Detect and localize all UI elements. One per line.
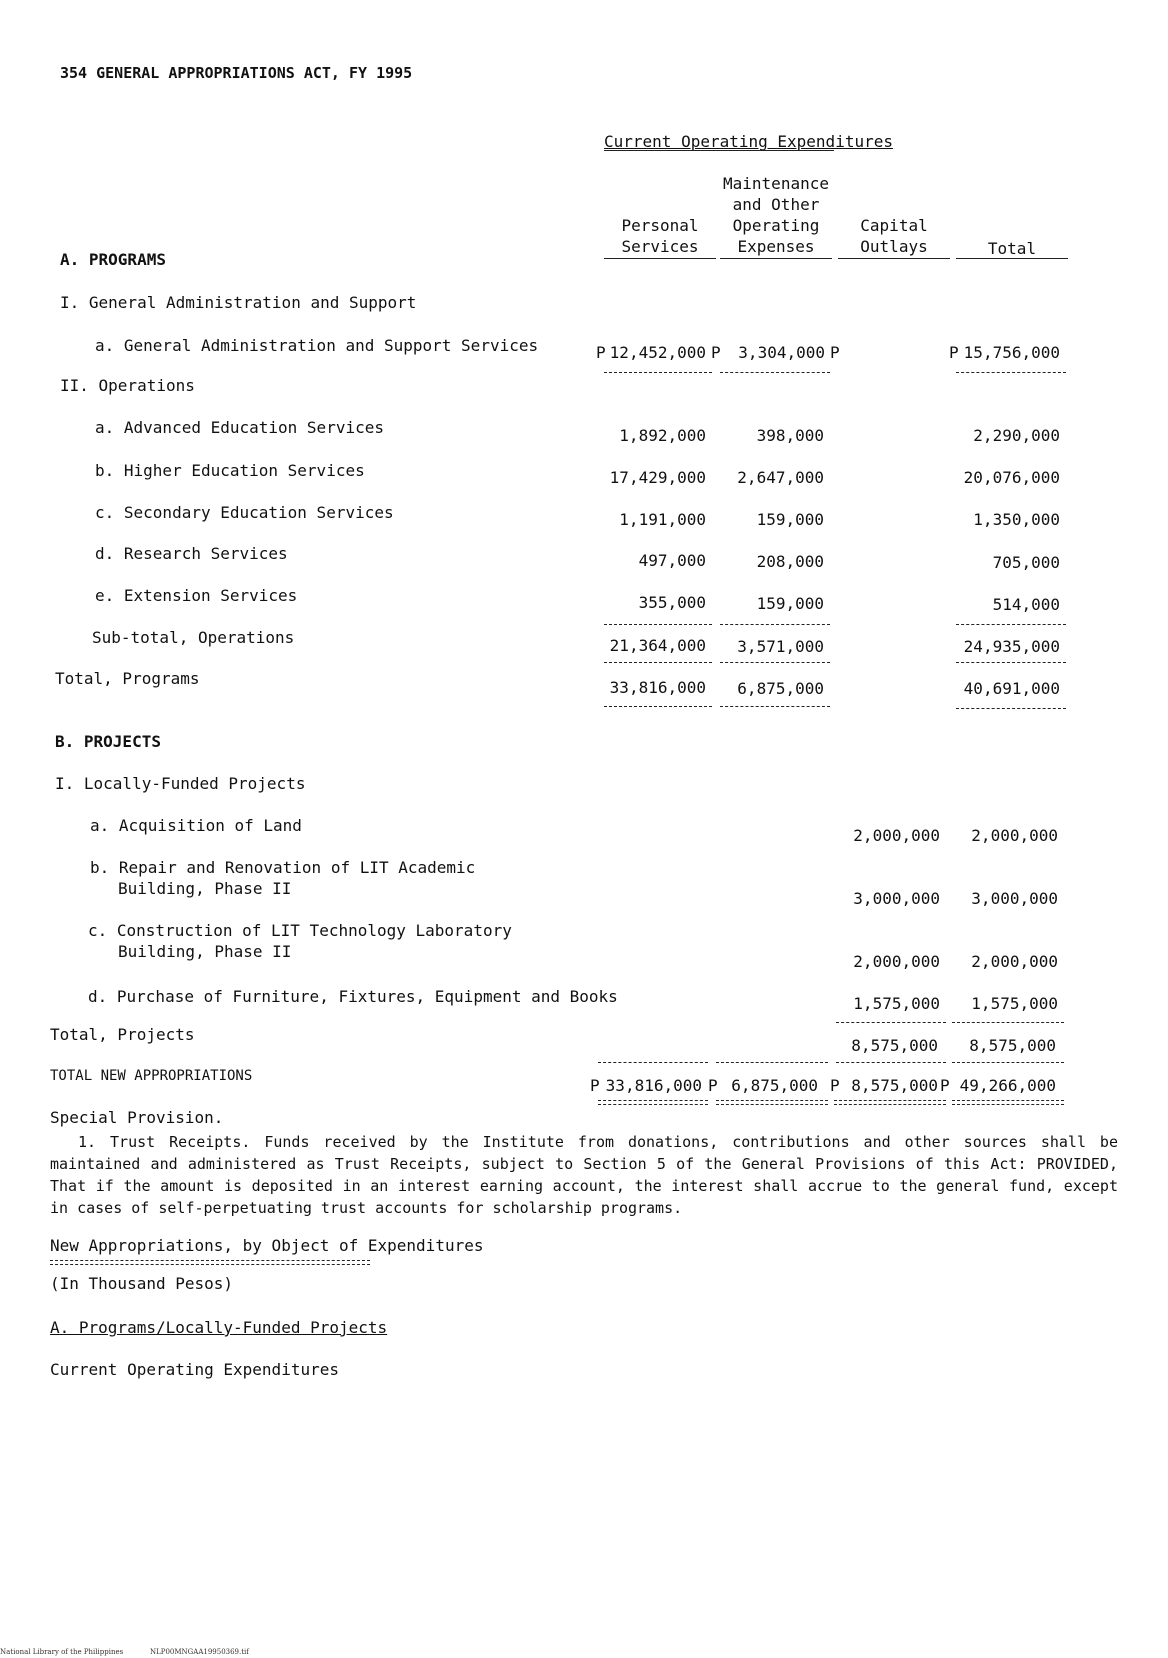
rule <box>956 662 1066 663</box>
peso-sign: P <box>830 343 840 362</box>
row-label: b. Repair and Renovation of LIT Academic <box>90 858 476 877</box>
col-header-personal-services: Personal Services <box>621 216 699 256</box>
cell-co: 1,575,000 <box>853 994 940 1013</box>
special-provision-heading: Special Provision. <box>50 1108 224 1127</box>
cell-total: 20,076,000 <box>963 468 1060 487</box>
cell-total: 3,000,000 <box>971 889 1058 908</box>
cell-total: 8,575,000 <box>969 1036 1056 1055</box>
section-subheading: A. Programs/Locally-Funded Projects <box>50 1318 388 1337</box>
row-label: c. Construction of LIT Technology Laboratory <box>88 921 512 940</box>
rule <box>716 1062 828 1063</box>
col-rule <box>956 258 1068 259</box>
cell-ps: 1,191,000 <box>619 510 706 529</box>
row-label: e. Extension Services <box>95 586 298 605</box>
peso-sign: P <box>596 343 606 362</box>
cell-total: 24,935,000 <box>963 637 1060 656</box>
cell-mooe: 208,000 <box>756 552 824 571</box>
rule <box>598 1062 708 1063</box>
cell-mooe: 2,647,000 <box>737 468 824 487</box>
rule <box>956 372 1066 373</box>
rule <box>836 1062 946 1063</box>
programs-heading: A. PROGRAMS <box>60 250 166 269</box>
rule <box>836 1022 946 1023</box>
cell-ps: 497,000 <box>638 551 706 570</box>
peso-sign: P <box>830 1076 840 1095</box>
gas-heading: I. General Administration and Support <box>60 293 417 312</box>
row-label: Sub-total, Operations <box>92 628 295 647</box>
cell-ps: 17,429,000 <box>609 468 706 487</box>
cell-co: 3,000,000 <box>853 889 940 908</box>
cell-mooe: 6,875,000 <box>731 1076 818 1095</box>
rule <box>720 372 830 373</box>
cell-mooe: 6,875,000 <box>737 679 824 698</box>
cell-mooe: 398,000 <box>756 426 824 445</box>
cell-mooe: 3,571,000 <box>737 637 824 656</box>
projects-heading: B. PROJECTS <box>55 732 161 751</box>
cell-mooe: 3,304,000 <box>738 343 825 362</box>
special-provision-text: 1. Trust Receipts. Funds received by the Institute from donations, contributions and other sources shall be maintained and administered as Trust Receipts, subject to Section 5 of the General Provisions of this Act: PROVIDED, That if the amount is deposited in an interest earning account, the interest shall accrue to the general fund, except in cases of self-perpetuating trust accounts for scholarship programs. <box>50 1133 1118 1217</box>
cell-ps: 33,816,000 <box>609 678 706 697</box>
rule <box>604 706 712 707</box>
rule <box>952 1062 1064 1063</box>
rule <box>604 372 712 373</box>
cell-total: 2,000,000 <box>971 826 1058 845</box>
cell-total: 49,266,000 <box>959 1076 1056 1095</box>
footer-file: NLP00MNGAA19950369.tif <box>150 1648 249 1656</box>
cell-mooe: 159,000 <box>756 594 824 613</box>
row-label: a. Advanced Education Services <box>95 418 384 437</box>
cell-ps: 12,452,000 <box>609 343 706 362</box>
double-rule <box>952 1100 1064 1105</box>
footer-library: National Library of the Philippines <box>0 1648 124 1656</box>
col-header-capital-outlays: Capital Outlays <box>860 216 928 256</box>
rule <box>956 708 1066 709</box>
rule <box>720 706 830 707</box>
cell-ps: 355,000 <box>638 593 706 612</box>
cell-total: 40,691,000 <box>963 679 1060 698</box>
row-label: Total, Programs <box>55 669 200 688</box>
rule <box>956 624 1066 625</box>
row-label-cont: Building, Phase II <box>118 942 292 961</box>
rule <box>720 662 830 663</box>
cell-total: 705,000 <box>992 553 1060 572</box>
operations-heading: II. Operations <box>60 376 195 395</box>
peso-sign: P <box>590 1076 600 1095</box>
col-rule <box>838 258 950 259</box>
double-rule <box>50 1260 370 1265</box>
unit-label: (In Thousand Pesos) <box>50 1274 234 1293</box>
rule <box>604 662 712 663</box>
double-rule <box>716 1100 828 1105</box>
row-label: Total, Projects <box>50 1025 195 1044</box>
cell-ps: 21,364,000 <box>609 636 706 655</box>
col-header-mooe: Maintenance and Other Operating Expenses <box>723 174 829 256</box>
row-label: c. Secondary Education Services <box>95 503 394 522</box>
cell-ps: 1,892,000 <box>619 426 706 445</box>
row-label: a. General Administration and Support Services <box>95 336 539 355</box>
row-label: d. Purchase of Furniture, Fixtures, Equipment and Books <box>88 987 618 1006</box>
peso-sign: P <box>940 1076 950 1095</box>
cell-co: 8,575,000 <box>851 1076 938 1095</box>
rule <box>604 624 712 625</box>
cell-total: 514,000 <box>992 595 1060 614</box>
col-rule <box>604 258 716 259</box>
page-header: 354 GENERAL APPROPRIATIONS ACT, FY 1995 <box>60 64 413 82</box>
group-header-rule <box>604 150 834 151</box>
col-header-total: Total <box>987 239 1037 258</box>
cell-mooe: 159,000 <box>756 510 824 529</box>
rule <box>720 624 830 625</box>
cell-co: 2,000,000 <box>853 826 940 845</box>
cell-co: 8,575,000 <box>851 1036 938 1055</box>
cell-total: 2,290,000 <box>973 426 1060 445</box>
row-label: b. Higher Education Services <box>95 461 365 480</box>
peso-sign: P <box>949 343 959 362</box>
cell-total: 1,350,000 <box>973 510 1060 529</box>
row-label-cont: Building, Phase II <box>118 879 292 898</box>
col-rule <box>720 258 832 259</box>
group-header: Current Operating Expenditures <box>604 132 893 151</box>
row-label: d. Research Services <box>95 544 288 563</box>
double-rule <box>834 1100 946 1105</box>
double-rule <box>598 1100 708 1105</box>
lfp-heading: I. Locally-Funded Projects <box>55 774 306 793</box>
row-label: a. Acquisition of Land <box>90 816 302 835</box>
row-label: TOTAL NEW APPROPRIATIONS <box>50 1068 253 1084</box>
object-heading: New Appropriations, by Object of Expenditures <box>50 1236 484 1255</box>
category-label: Current Operating Expenditures <box>50 1360 339 1379</box>
cell-total: 2,000,000 <box>971 952 1058 971</box>
rule <box>952 1022 1064 1023</box>
cell-ps: 33,816,000 <box>605 1076 702 1095</box>
peso-sign: P <box>708 1076 718 1095</box>
cell-total: 1,575,000 <box>971 994 1058 1013</box>
peso-sign: P <box>711 343 721 362</box>
cell-co: 2,000,000 <box>853 952 940 971</box>
cell-total: 15,756,000 <box>963 343 1060 362</box>
